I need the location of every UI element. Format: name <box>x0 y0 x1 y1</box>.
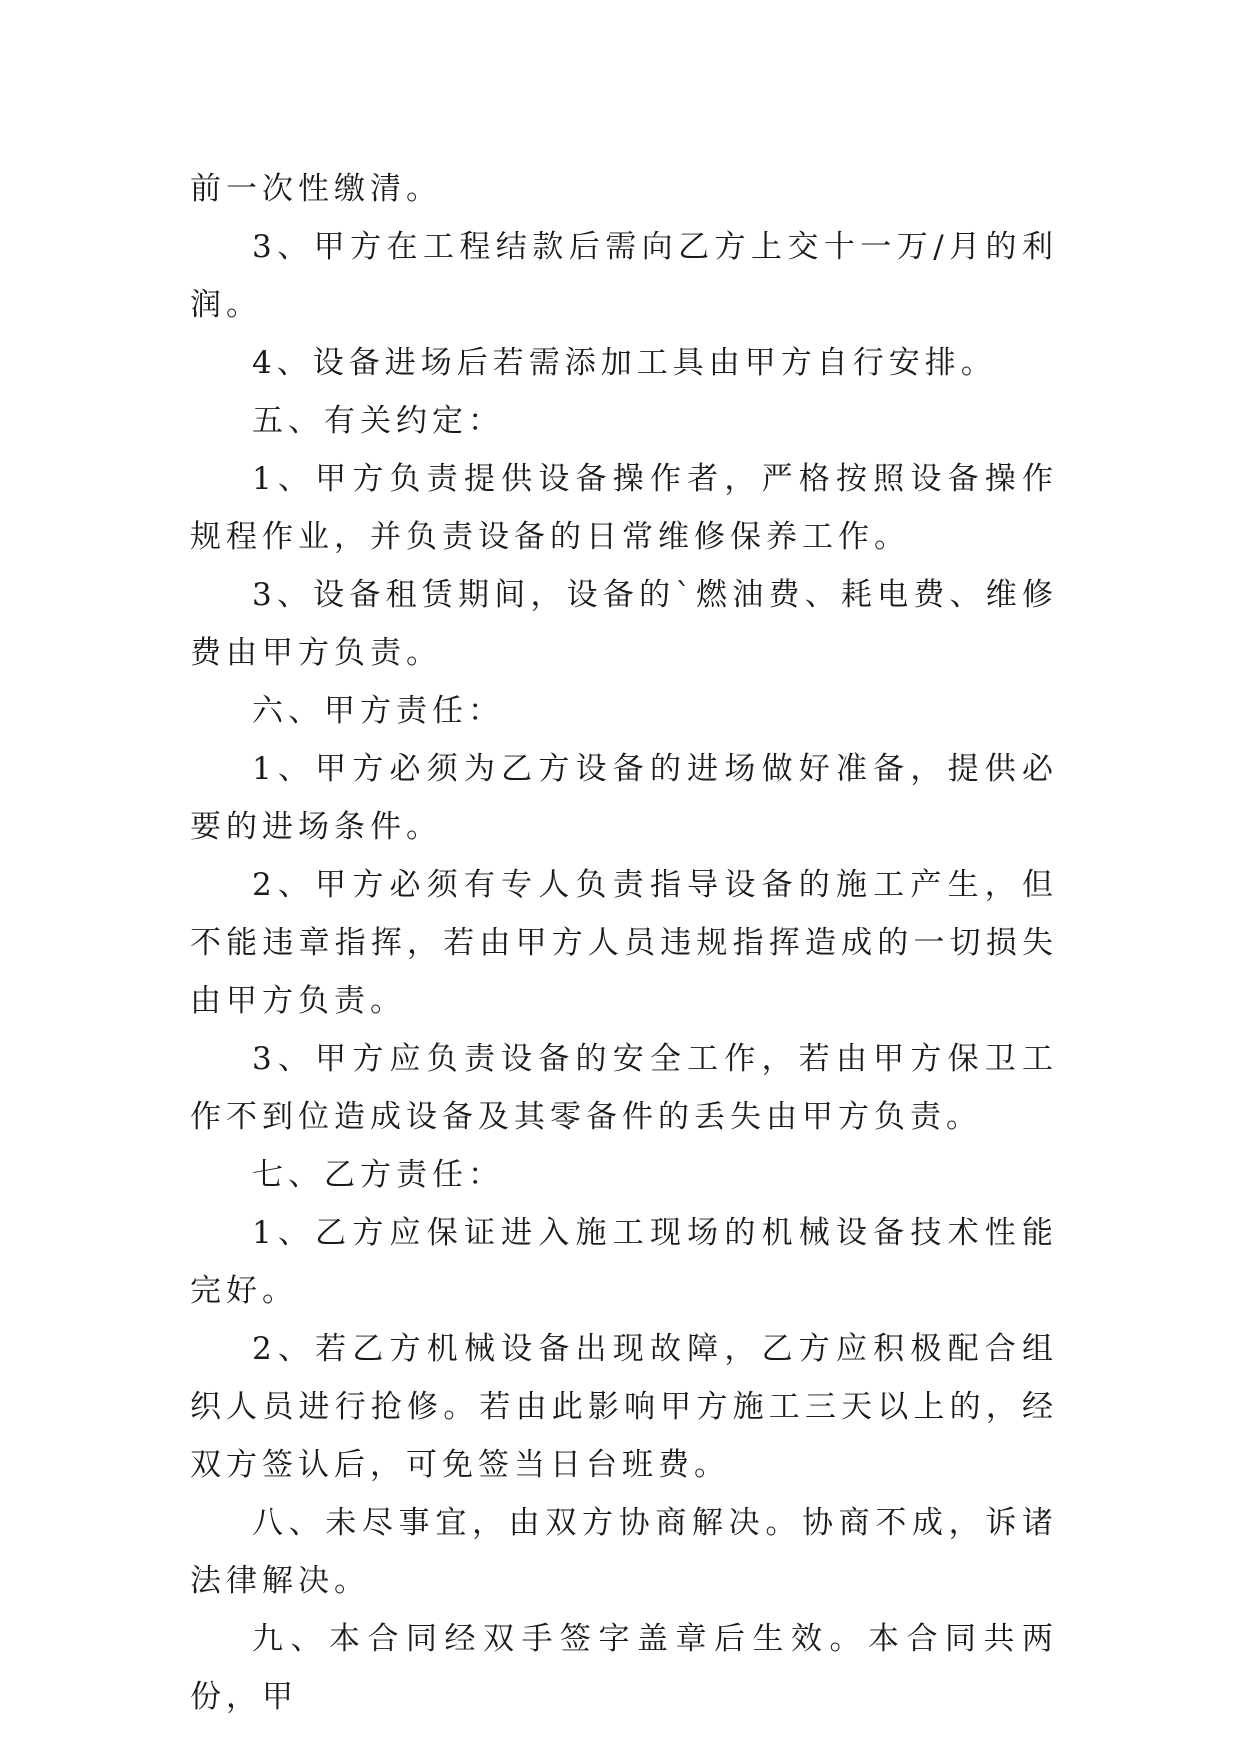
paragraph: 1、甲方负责提供设备操作者，严格按照设备操作规程作业，并负责设备的日常维修保养工作。 <box>190 461 1058 555</box>
section-heading: 六、甲方责任： <box>252 693 504 729</box>
paragraph: 2、若乙方机械设备出现故障，乙方应积极配合组织人员进行抢修。若由此影响甲方施工三天以上的，经双方签认后，可免签当日台班费。 <box>190 1331 1058 1483</box>
paragraph: 八、未尽事宜，由双方协商解决。协商不成，诉诸法律解决。 <box>190 1505 1058 1599</box>
document-body <box>190 160 1058 1726</box>
paragraph: 3、设备租赁期间，设备的`燃油费、耗电费、维修费由甲方负责。 <box>190 577 1058 671</box>
section-heading: 七、乙方责任： <box>252 1157 504 1193</box>
paragraph: 3、甲方应负责设备的安全工作，若由甲方保卫工作不到位造成设备及其零备件的丢失由甲方负责。 <box>190 1041 1058 1135</box>
paragraph: 4、设备进场后若需添加工具由甲方自行安排。 <box>252 345 997 381</box>
paragraph: 2、甲方必须有专人负责指导设备的施工产生，但不能违章指挥，若由甲方人员违规指挥造成的一切损失由甲方负责。 <box>190 867 1058 1019</box>
paragraph: 1、乙方应保证进入施工现场的机械设备技术性能完好。 <box>190 1215 1058 1309</box>
paragraph: 九、本合同经双手签字盖章后生效。本合同共两份，甲 <box>190 1621 1058 1715</box>
paragraph: 1、甲方必须为乙方设备的进场做好准备，提供必要的进场条件。 <box>190 751 1058 845</box>
paragraph: 3、甲方在工程结款后需向乙方上交十一万/月的利润。 <box>190 229 1058 323</box>
section-heading: 五、有关约定： <box>252 403 504 439</box>
paragraph: 前一次性缴清。 <box>190 171 442 207</box>
